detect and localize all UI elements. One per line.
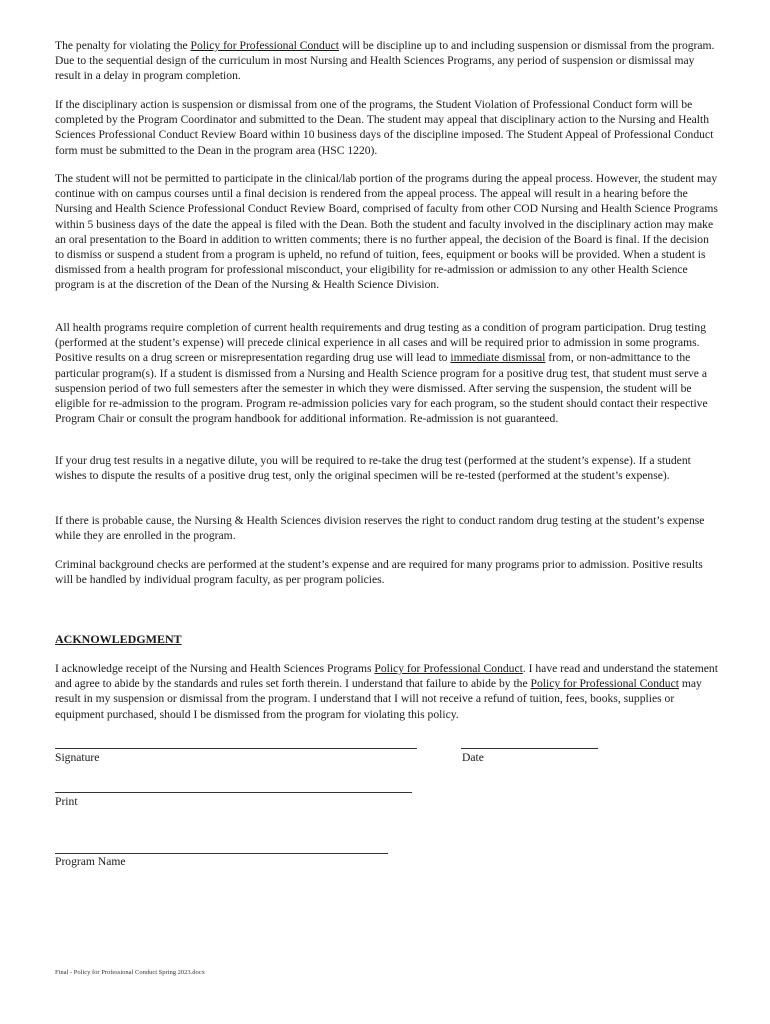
policy-link: Policy for Professional Conduct bbox=[530, 677, 679, 691]
background-checks-paragraph: Criminal background checks are performed at the student’s expense and are required for many programs prior to admission. Positive results will be handled by individual program faculty, as per program policies. bbox=[55, 558, 703, 587]
program-name-line[interactable] bbox=[55, 853, 388, 854]
signature-line[interactable] bbox=[55, 748, 417, 749]
print-label: Print bbox=[55, 795, 78, 808]
date-label: Date bbox=[462, 751, 484, 764]
signature-label: Signature bbox=[55, 751, 100, 764]
footer-filename: Final - Policy for Professional Conduct Spring 2023.docx bbox=[55, 969, 205, 976]
acknowledgment-heading: ACKNOWLEDGMENT bbox=[55, 632, 182, 646]
probable-cause-paragraph: If there is probable cause, the Nursing & Health Sciences division reserves the right to conduct random drug testing at the student’s expense while they are enrolled in the program. bbox=[55, 514, 705, 543]
penalty-paragraph: The penalty for violating the Policy for Professional Conduct will be discipline up to and including suspension or dismissal from the program. Due to the sequential design of the curriculum in most Nursing and Health Sciences Programs, any period of suspension or dismissal may result in a delay in program completion. bbox=[55, 39, 715, 83]
policy-link: Policy for Professional Conduct bbox=[190, 39, 339, 52]
drug-testing-paragraph: All health programs require completion of current health requirements and drug testing as a condition of program participation. Drug testing (performed at the student’s expense) will precede clinical experience in all cases and will be required prior to admission in some programs. Positive results on a drug screen or misrepresentation regarding drug use will lead to immediate dismissal from, or non-admittance to the particular program(s). If a student is dismissed from a Nursing and Health Science program for a positive drug test, that student must serve a suspension period of two full semesters after the semester in which they were dismissed. After serving the suspension, the student will be eligible for re-admission to the program. Program re-admission policies vary for each program, so the student should contact their respective Program Chair or consult the program handbook for additional information. Re-admission is not guaranteed. bbox=[55, 321, 708, 426]
negative-dilute-paragraph: If your drug test results in a negative dilute, you will be required to re-take the drug test (performed at the student’s expense). If a student wishes to dispute the results of a positive drug test, only the original specimen will be re-tested (performed at the student’s expense). bbox=[55, 454, 691, 483]
acknowledgment-paragraph: I acknowledge receipt of the Nursing and Health Sciences Programs Policy for Professional Conduct. I have read and understand the statement and agree to abide by the standards and rules set forth therein. I understand that failure to abide by the Policy for Professional Conduct may result in my suspension or dismissal from the program. I understand that I will not receive a refund of tuition, fees, books, supplies or equipment purchased, should I be dismissed from the program for violating this policy. bbox=[55, 662, 718, 721]
immediate-dismissal-text: immediate dismissal bbox=[450, 351, 546, 365]
disciplinary-action-paragraph: If the disciplinary action is suspension or dismissal from one of the programs, the Student Violation of Professional Conduct form will be completed by the Program Coordinator and submitted to the Dean. The student may appeal that disciplinary action to the Nursing and Health Sciences Professional Conduct Review Board within 10 business days of the discipline imposed. The Student Appeal of Professional Conduct form must be submitted to the Dean in the program area (HSC 1220). bbox=[55, 98, 714, 157]
policy-link: Policy for Professional Conduct bbox=[374, 662, 523, 675]
program-name-label: Program Name bbox=[55, 855, 126, 868]
date-line[interactable] bbox=[461, 748, 598, 749]
print-line[interactable] bbox=[55, 792, 412, 793]
appeal-process-paragraph: The student will not be permitted to participate in the clinical/lab portion of the programs during the appeal process. However, the student may continue with on campus courses until a final decision is rendered from the appeal process. The appeal will result in a hearing before the Nursing and Health Science Professional Conduct Review Board, comprised of faculty from other COD Nursing and Health Science Programs within 5 business days of the date the appeal is filed with the Dean. Both the student and faculty involved in the disciplinary action may make an oral presentation to the Board in addition to written comments; there is no further appeal, the decision of the Board is final. If the decision to dismiss or suspend a student from a program is upheld, no refund of tuition, fees, equipment or books will be provided. When a student is dismissed from a health program for professional misconduct, your eligibility for re-admission or admission to any other Health Science program is at the discretion of the Dean of the Nursing & Health Science Division. bbox=[55, 172, 718, 292]
